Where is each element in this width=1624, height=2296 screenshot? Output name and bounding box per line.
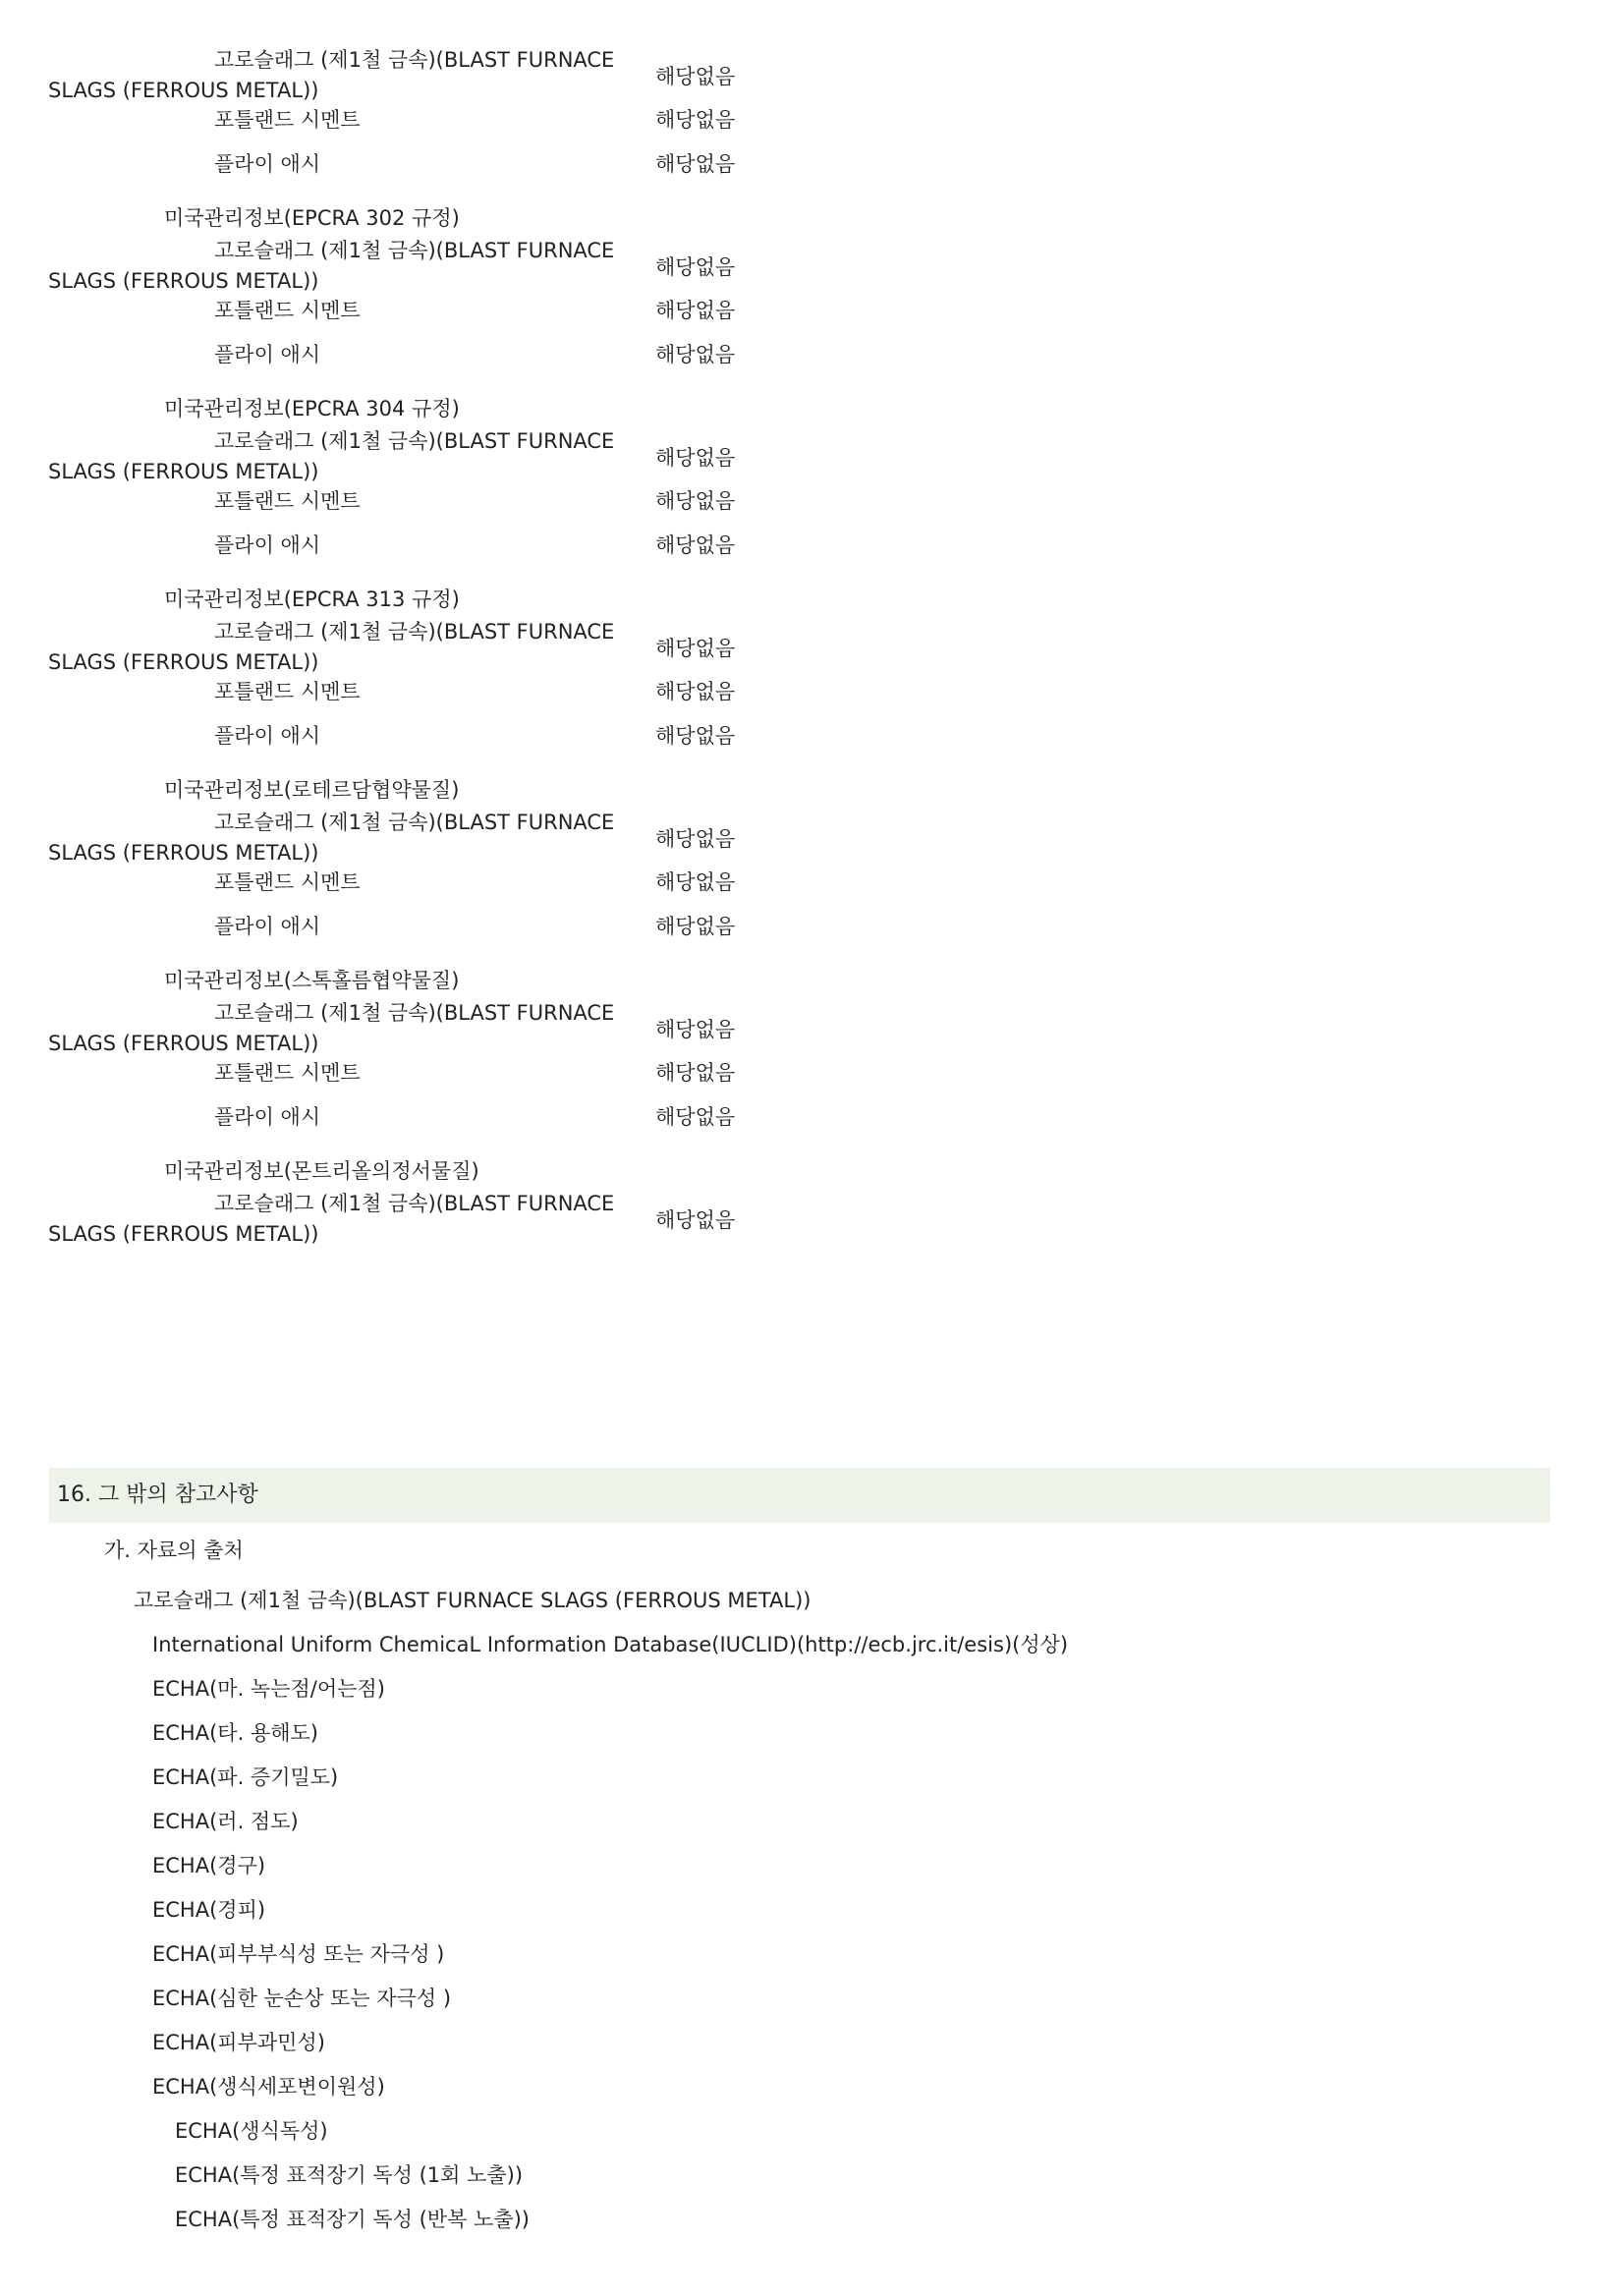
substance-name: 고로슬래그 (제1철 금속)(BLAST FURNACE <box>214 239 615 262</box>
source-item: ECHA(생식세포변이원성) <box>152 2075 385 2099</box>
substance-name-cont: SLAGS (FERROUS METAL)) <box>48 1032 319 1055</box>
source-item: International Uniform ChemicaL Information Database(IUCLID)(http://ecb.jrc.it/esis)(성상) <box>152 1633 1069 1656</box>
regulation-header: 미국관리정보(로테르담협약물질) <box>164 778 460 802</box>
substance-name-cont: SLAGS (FERROUS METAL)) <box>48 1222 319 1246</box>
substance-name: 플라이 애시 <box>214 152 321 176</box>
applicability-value: 해당없음 <box>655 489 736 513</box>
substance-name: 고로슬래그 (제1철 금속)(BLAST FURNACE <box>214 1192 615 1215</box>
regulation-header: 미국관리정보(EPCRA 304 규정) <box>164 397 460 420</box>
source-item: ECHA(특정 표적장기 독성 (1회 노출)) <box>175 2163 524 2187</box>
applicability-value: 해당없음 <box>655 152 736 176</box>
substance-name: 포틀랜드 시멘트 <box>214 1061 361 1085</box>
regulation-header: 미국관리정보(EPCRA 302 규정) <box>164 206 460 230</box>
substance-name: 포틀랜드 시멘트 <box>214 299 361 322</box>
applicability-value: 해당없음 <box>655 446 736 470</box>
substance-name: 고로슬래그 (제1철 금속)(BLAST FURNACE <box>214 811 615 834</box>
substance-name: 고로슬래그 (제1철 금속)(BLAST FURNACE <box>214 620 615 644</box>
applicability-value: 해당없음 <box>655 343 736 366</box>
source-item: ECHA(피부부식성 또는 자극성 ) <box>152 1942 445 1966</box>
substance-name: 포틀랜드 시멘트 <box>214 870 361 894</box>
applicability-value: 해당없음 <box>655 65 736 88</box>
substance-name-cont: SLAGS (FERROUS METAL)) <box>48 460 319 483</box>
section-16-title: 16. 그 밖의 참고사항 <box>57 1483 258 1507</box>
applicability-value: 해당없음 <box>655 299 736 322</box>
substance-name: 플라이 애시 <box>214 915 321 938</box>
source-item: ECHA(러. 점도) <box>152 1810 299 1833</box>
substance-name: 고로슬래그 (제1철 금속)(BLAST FURNACE <box>214 1001 615 1025</box>
substance-name-cont: SLAGS (FERROUS METAL)) <box>48 269 319 293</box>
applicability-value: 해당없음 <box>655 724 736 748</box>
regulation-header: 미국관리정보(몬트리올의정서물질) <box>164 1159 479 1183</box>
source-item: ECHA(피부과민성) <box>152 2031 325 2054</box>
sources-substance: 고로슬래그 (제1철 금속)(BLAST FURNACE SLAGS (FERROUS METAL)) <box>134 1589 812 1612</box>
regulation-header: 미국관리정보(EPCRA 313 규정) <box>164 588 460 611</box>
regulation-header: 미국관리정보(스톡홀름협약물질) <box>164 969 460 992</box>
applicability-value: 해당없음 <box>655 827 736 851</box>
source-item: ECHA(경구) <box>152 1854 266 1877</box>
substance-name: 플라이 애시 <box>214 724 321 748</box>
applicability-value: 해당없음 <box>655 1018 736 1041</box>
source-item: ECHA(파. 증기밀도) <box>152 1765 339 1789</box>
applicability-value: 해당없음 <box>655 533 736 557</box>
sources-subheading: 가. 자료의 출처 <box>104 1539 244 1562</box>
substance-name: 플라이 애시 <box>214 343 321 366</box>
source-item: ECHA(마. 녹는점/어는점) <box>152 1677 385 1701</box>
substance-name-cont: SLAGS (FERROUS METAL)) <box>48 79 319 102</box>
applicability-value: 해당없음 <box>655 637 736 660</box>
source-item: ECHA(생식독성) <box>175 2119 328 2143</box>
substance-name: 고로슬래그 (제1철 금속)(BLAST FURNACE <box>214 48 615 72</box>
applicability-value: 해당없음 <box>655 915 736 938</box>
substance-name-cont: SLAGS (FERROUS METAL)) <box>48 650 319 674</box>
substance-name-cont: SLAGS (FERROUS METAL)) <box>48 841 319 865</box>
applicability-value: 해당없음 <box>655 1105 736 1129</box>
substance-name: 고로슬래그 (제1철 금속)(BLAST FURNACE <box>214 429 615 453</box>
substance-name: 플라이 애시 <box>214 533 321 557</box>
source-item: ECHA(특정 표적장기 독성 (반복 노출)) <box>175 2208 530 2231</box>
applicability-value: 해당없음 <box>655 1061 736 1085</box>
applicability-value: 해당없음 <box>655 680 736 703</box>
substance-name: 포틀랜드 시멘트 <box>214 108 361 132</box>
section-16-header <box>49 1468 1550 1523</box>
applicability-value: 해당없음 <box>655 108 736 132</box>
source-item: ECHA(경피) <box>152 1898 266 1922</box>
source-item: ECHA(타. 용해도) <box>152 1721 318 1745</box>
substance-name: 플라이 애시 <box>214 1105 321 1129</box>
substance-name: 포틀랜드 시멘트 <box>214 680 361 703</box>
applicability-value: 해당없음 <box>655 255 736 279</box>
applicability-value: 해당없음 <box>655 1208 736 1232</box>
substance-name: 포틀랜드 시멘트 <box>214 489 361 513</box>
applicability-value: 해당없음 <box>655 870 736 894</box>
source-item: ECHA(심한 눈손상 또는 자극성 ) <box>152 1987 452 2010</box>
